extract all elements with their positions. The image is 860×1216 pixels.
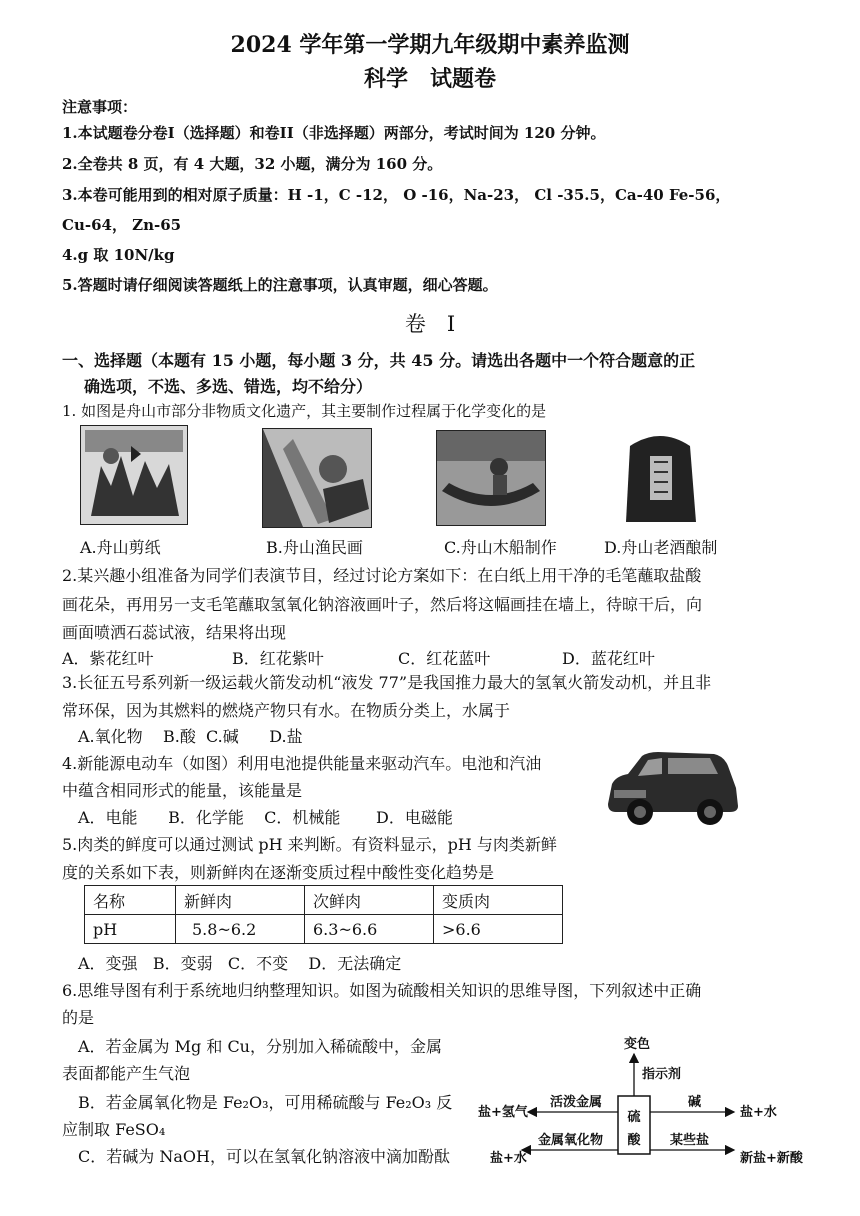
left-bottom-label: 金属氧化物 [538,1133,604,1148]
right-bottom-label: 某些盐 [670,1133,710,1148]
table-cell: pH [85,915,176,944]
q2-option-d: D．蓝花红叶 [562,649,655,668]
q2-option-a: A．紫花红叶 [62,649,154,668]
fisherman-painting-image [262,428,372,528]
wooden-boat-image [436,430,546,526]
electric-car-image [602,748,744,828]
q2-stem-cont: 画花朵，再用另一支毛笔蘸取氢氧化钠溶液画叶子，然后将这幅画挂在墙上，待晾干后，向 [62,595,703,614]
q2-option-b: B．红花紫叶 [232,649,324,668]
left-bottom-result: 盐+水 [490,1151,527,1166]
table-header-cell: 变质肉 [434,886,563,915]
exam-subtitle: 科学 试题卷 [363,66,496,92]
notice-item: 3.本卷可能用到的相对原子质量：H -1，C -12， O -16，Na-23， Cl -35.5，Ca-40 Fe-56， [62,186,731,204]
q1-stem: 1. 如图是舟山市部分非物质文化遗产，其主要制作过程属于化学变化的是 [62,402,547,420]
q1-option-d: D.舟山老酒酿制 [604,538,718,557]
q5-stem: 5.肉类的鲜度可以通过测试 pH 来判断。有资料显示，pH 与肉类新鲜 [62,835,557,854]
q6-option-c: C．若碱为 NaOH，可以在氢氧化钠溶液中滴加酚酞 [78,1147,450,1166]
table-row [85,915,563,944]
center-char-top: 硫 [627,1110,641,1125]
notice-item: 4.g 取 10N/kg [62,246,175,264]
table-header-cell: 新鲜肉 [176,886,305,915]
section-heading-cont: 确选项，不选、多选、错选，均不给分） [84,377,373,396]
left-top-result: 盐+氢气 [478,1105,528,1120]
table-cell: 5.8~6.2 [176,915,305,944]
table-header-cell: 次鲜肉 [305,886,434,915]
q2-stem: 2.某兴趣小组准备为同学们表演节目，经过讨论方案如下：在白纸上用干净的毛笔蘸取盐酸 [62,566,702,585]
q2-stem-cont: 画面喷洒石蕊试液，结果将出现 [62,623,287,642]
q6-option-b: B．若金属氧化物是 Fe₂O₃，可用稀硫酸与 Fe₂O₃ 反 [78,1093,453,1112]
left-top-label: 活泼金属 [550,1095,603,1110]
q1-option-b: B.舟山渔民画 [266,538,363,557]
q3-stem-cont: 常环保，因为其燃料的燃烧产物只有水。在物质分类上，水属于 [62,701,511,720]
notice-item: 1.本试题卷分卷I（选择题）和卷II（非选择题）两部分，考试时间为 120 分钟。 [62,124,606,142]
q3-options: A.氧化物 B.酸 C.碱 D.盐 [78,727,303,746]
q5-options: A．变强 B．变弱 C．不变 D．无法确定 [78,954,402,973]
sulfuric-acid-mindmap [478,1032,828,1172]
notice-item: Cu-64， Zn-65 [62,216,182,234]
q4-stem-cont: 中蕴含相同形式的能量，该能量是 [62,781,303,800]
right-bottom-result: 新盐+新酸 [740,1151,803,1166]
q5-stem-cont: 度的关系如下表，则新鲜肉在逐渐变质过程中酸性变化趋势是 [62,863,495,882]
notice-item: 5.答题时请仔细阅读答题纸上的注意事项，认真审题，细心答题。 [62,276,498,294]
right-top-label: 碱 [688,1095,702,1110]
center-char-bottom: 酸 [627,1133,641,1148]
q6-option-a-cont: 表面都能产生气泡 [62,1064,191,1083]
top-label: 指示剂 [642,1067,682,1082]
q4-stem: 4.新能源电动车（如图）利用电池提供能量来驱动汽车。电池和汽油 [62,754,542,773]
right-top-result: 盐+水 [740,1105,777,1120]
q6-option-b-cont: 应制取 FeSO₄ [62,1120,166,1139]
table-header-cell: 名称 [85,886,176,915]
wine-brewing-image [612,426,708,522]
top-result: 变色 [624,1037,651,1052]
q2-option-c: C．红花蓝叶 [398,649,491,668]
q1-option-a: A.舟山剪纸 [80,538,161,557]
q3-stem: 3.长征五号系列新一级运载火箭发动机“液发 77”是我国推力最大的氢氧火箭发动机，并且非 [62,673,712,692]
section-heading: 一、选择题（本题有 15 小题，每小题 3 分，共 45 分。请选出各题中一个符合题意的正 [62,351,696,370]
q6-stem: 6.思维导图有利于系统地归纳整理知识。如图为硫酸相关知识的思维导图，下列叙述中正确 [62,981,702,1000]
volume-label: 卷 I [404,312,456,336]
ph-freshness-table [84,885,563,944]
table-header-row [85,886,563,915]
table-cell: 6.3~6.6 [305,915,434,944]
q6-stem-cont: 的是 [62,1008,95,1027]
q4-options: A．电能 B．化学能 C．机械能 D．电磁能 [78,808,453,827]
notice-heading: 注意事项： [62,98,138,116]
q1-option-c: C.舟山木船制作 [444,538,557,557]
notice-item: 2.全卷共 8 页，有 4 大题，32 小题，满分为 160 分。 [62,155,443,173]
q6-option-a: A．若金属为 Mg 和 Cu，分别加入稀硫酸中，金属 [78,1037,442,1056]
papercut-image [80,425,188,525]
exam-title: 2024 学年第一学期九年级期中素养监测 [230,32,630,58]
table-cell: >6.6 [434,915,563,944]
